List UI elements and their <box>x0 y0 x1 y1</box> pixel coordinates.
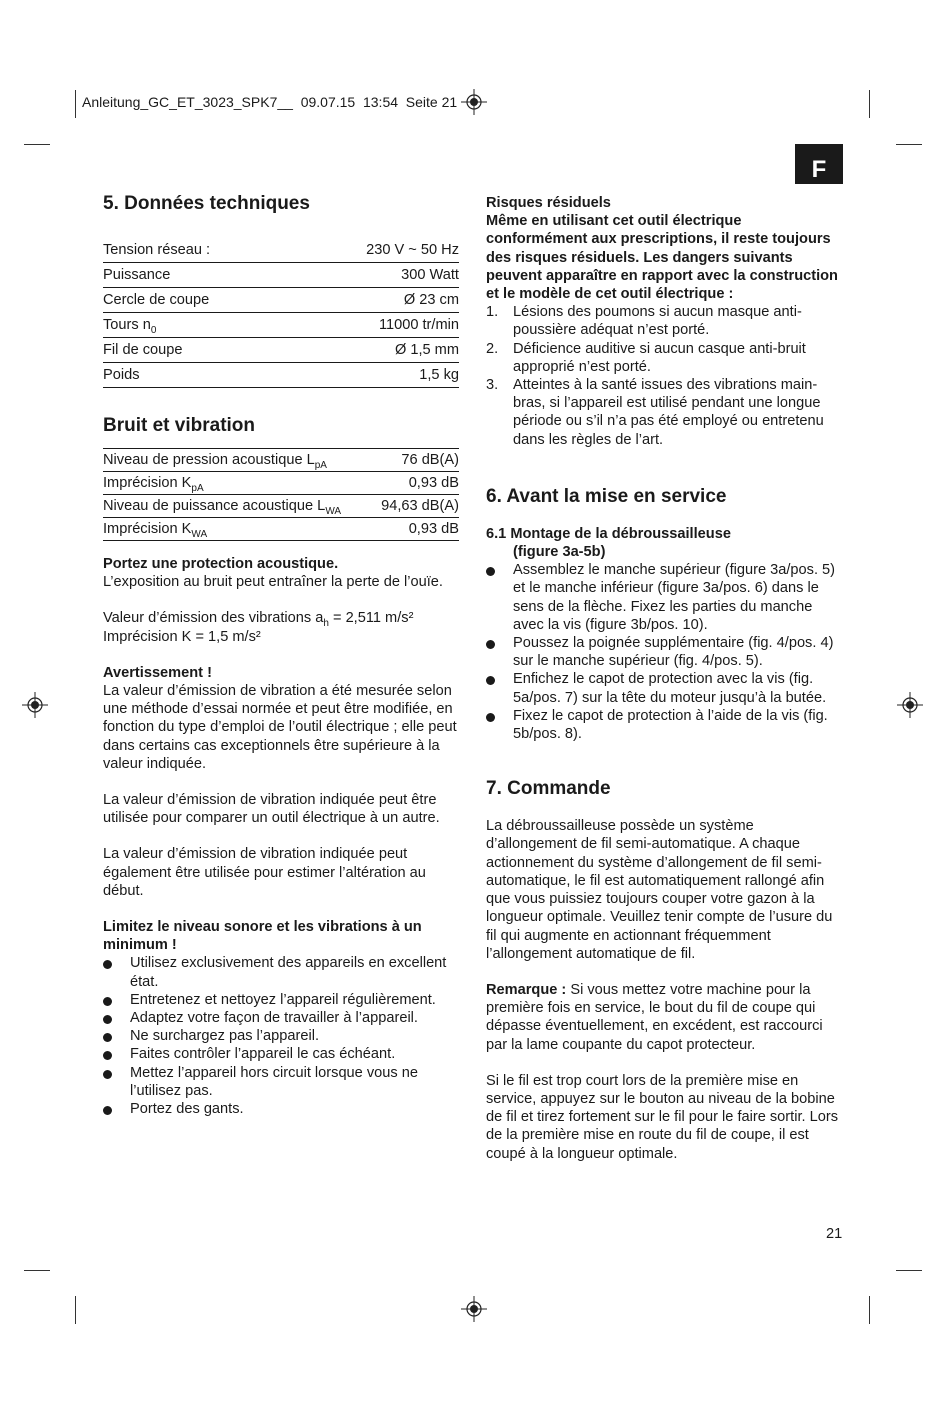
row-value: Ø 1,5 mm <box>394 341 459 358</box>
page-number: 21 <box>826 1226 843 1242</box>
crop-mark-top-left-h <box>24 144 50 145</box>
command-paragraph: Si le fil est trop court lors de la première mise en service, appuyez sur le bouton au niveau de la bobine de fil et tirez fortement sur le fil pour le faire sortir. Lors de la première mise en route du fil de coupe, il est coupé à la longueur optimale. <box>486 1072 839 1162</box>
limit-title: Limitez le niveau sonore et les vibrations à un minimum ! <box>103 919 422 954</box>
registration-mark-icon <box>897 692 923 718</box>
list-item: Enfichez le capot de protection avec la vis (fig. 5a/pos. 7) sur la tête du moteur jusqu’à la butée. <box>486 670 844 706</box>
command-paragraph: La débroussailleuse possède un système d’allongement de fil semi-automatique. A chaque actionnement du système d’allongement de fil semi-automatique, le fil est automatiquement rallongé afin que vous puissiez toujours couper votre gazon à la longueur optimale. Veuillez tenir compte de l’usure du fil qui augmente en actionnant fréquemment l’allongement automatique de fil. <box>486 818 833 962</box>
mount-list <box>486 561 844 743</box>
warning-paragraph: La valeur d’émission de vibration a été mesurée selon une méthode d’essai normée et peut être modifiée, en fonction du type d’emploi de l’outil électrique ; elle peut dans certains cas exceptionnels être supérieure à la valeur indiquée. <box>103 683 457 772</box>
tech-data-table <box>103 238 459 388</box>
list-item: Mettez l’appareil hors circuit lorsque vous ne l’utilisez pas. <box>103 1064 459 1100</box>
protection-title: Portez une protection acoustique. <box>103 556 339 572</box>
row-value: 230 V ~ 50 Hz <box>366 241 459 258</box>
risk-intro: Même en utilisant cet outil électrique conformément aux prescriptions, il reste toujours des risques résiduels. Les dangers suivants peuvent apparaître en rapport avec la construction et le modèle de cet outil électrique : <box>486 213 838 303</box>
language-tab: F <box>795 144 843 184</box>
table-row <box>103 238 459 263</box>
table-row <box>103 518 459 541</box>
noise-table <box>103 448 459 541</box>
crop-mark-bottom-right-h <box>896 1270 922 1271</box>
row-label: Imprécision $K_{WA}$ <box>103 520 208 540</box>
note-paragraph: Remarque : Si vous mettez votre machine pour la première fois en service, le bout du fil de coupe qui dépasse éventuellement, en excédent, est raccourci par la lame coupante du capot protecteur. <box>486 981 823 1053</box>
row-label: Imprécision $K_{pA}$ <box>103 474 204 494</box>
crop-mark-top-left-v <box>75 90 76 118</box>
row-value: 1,5 kg <box>419 366 459 383</box>
vibration-value: Valeur d’émission des vibrations $a_h = 2,511$ m/s² <box>103 610 414 630</box>
registration-mark-icon <box>461 89 487 115</box>
table-row <box>103 495 459 518</box>
tech-data-title: 5. Données techniques <box>103 193 310 214</box>
list-item: Faites contrôler l’appareil le cas échéant. <box>103 1045 459 1063</box>
row-label: Tours $n_0$ <box>103 316 157 336</box>
row-value: 76 dB(A) <box>401 451 459 468</box>
list-item: 1. Lésions des poumons si aucun masque anti-poussière adéquat n’est porté. <box>486 304 802 339</box>
row-value: 94,63 dB(A) <box>381 497 459 514</box>
row-label: Cercle de coupe <box>103 291 210 308</box>
command-title: 7. Commande <box>486 778 611 800</box>
row-value: 11000 tr/min <box>378 316 459 333</box>
list-item: Assemblez le manche supérieur (figure 3a/pos. 5) et le manche inférieur (figure 3a/pos. 6) dans le sens de la flèche. Fixez les parties du manche avec la vis (figure 3b/pos. 10). <box>486 561 844 634</box>
list-item: Entretenez et nettoyez l’appareil régulièrement. <box>103 991 459 1009</box>
list-item: 2. Déficience auditive si aucun casque anti-bruit approprié n’est porté. <box>486 340 806 375</box>
row-value: 0,93 dB <box>408 474 459 491</box>
noise-title: Bruit et vibration <box>103 415 256 436</box>
table-row <box>103 263 459 288</box>
warning-paragraph: La valeur d’émission de vibration indiquée peut également être utilisée pour estimer l’altération au début. <box>103 846 426 899</box>
list-item: 3. Atteintes à la santé issues des vibrations main-bras, si l’appareil est utilisé pendant une longue période ou s’il n’a pas été employé ou entretenu dans les règles de l’art. <box>486 377 824 448</box>
protection-text: L’exposition au bruit peut entraîner la perte de l’ouïe. <box>103 574 443 591</box>
risk-list <box>486 303 844 449</box>
risk-title: Risques résiduels <box>486 195 611 211</box>
table-row <box>103 449 459 472</box>
table-row <box>103 288 459 313</box>
list-item: Ne surchargez pas l’appareil. <box>103 1027 459 1045</box>
left-column <box>103 192 459 1118</box>
note-label: Remarque : <box>486 981 567 998</box>
list-item: Utilisez exclusivement des appareils en excellent état. <box>103 954 459 990</box>
row-label: Puissance <box>103 266 171 283</box>
row-value: Ø 23 cm <box>403 291 459 308</box>
warning-title: Avertissement ! <box>103 664 212 681</box>
table-row <box>103 363 459 388</box>
list-item: Fixez le capot de protection à l’aide de la vis (fig. 5b/pos. 8). <box>486 707 844 743</box>
start-title: 6. Avant la mise en service <box>486 485 727 507</box>
limit-list <box>103 954 459 1118</box>
list-item: Adaptez votre façon de travailler à l’appareil. <box>103 1009 459 1027</box>
list-item: Poussez la poignée supplémentaire (fig. 4/pos. 4) sur le manche supérieur (fig. 4/pos. 5). <box>486 634 844 670</box>
row-label: Niveau de puissance acoustique $L_{WA}$ <box>103 497 342 517</box>
row-label: Fil de coupe <box>103 341 183 358</box>
warning-paragraph: La valeur d’émission de vibration indiquée peut être utilisée pour comparer un outil électrique à un autre. <box>103 792 440 827</box>
list-item: Portez des gants. <box>103 1100 459 1118</box>
row-label: Poids <box>103 366 140 383</box>
table-row <box>103 472 459 495</box>
row-label: Tension réseau : <box>103 241 211 258</box>
row-value: 0,93 dB <box>408 520 459 537</box>
crop-mark-bottom-left-h <box>24 1270 50 1271</box>
mount-subtitle: (figure 3a-5b) <box>513 544 606 561</box>
crop-mark-top-right-v <box>869 90 870 118</box>
table-row <box>103 338 459 363</box>
row-label: Niveau de pression acoustique $L_{pA}$ <box>103 451 327 471</box>
row-value: 300 Watt <box>401 266 459 283</box>
mount-title: 6.1 Montage de la débroussailleuse <box>486 525 731 542</box>
file-header: Anleitung_GC_ET_3023_SPK7__ 09.07.15 13:54 Seite 21 <box>82 94 458 110</box>
registration-mark-icon <box>22 692 48 718</box>
crop-mark-bottom-left-v <box>75 1296 76 1324</box>
right-column <box>486 194 844 1163</box>
table-row <box>103 313 459 338</box>
vibration-imprecision: Imprécision K = 1,5 m/s² <box>103 628 261 645</box>
crop-mark-bottom-right-v <box>869 1296 870 1324</box>
crop-mark-top-right-h <box>896 144 922 145</box>
registration-mark-icon <box>461 1296 487 1322</box>
